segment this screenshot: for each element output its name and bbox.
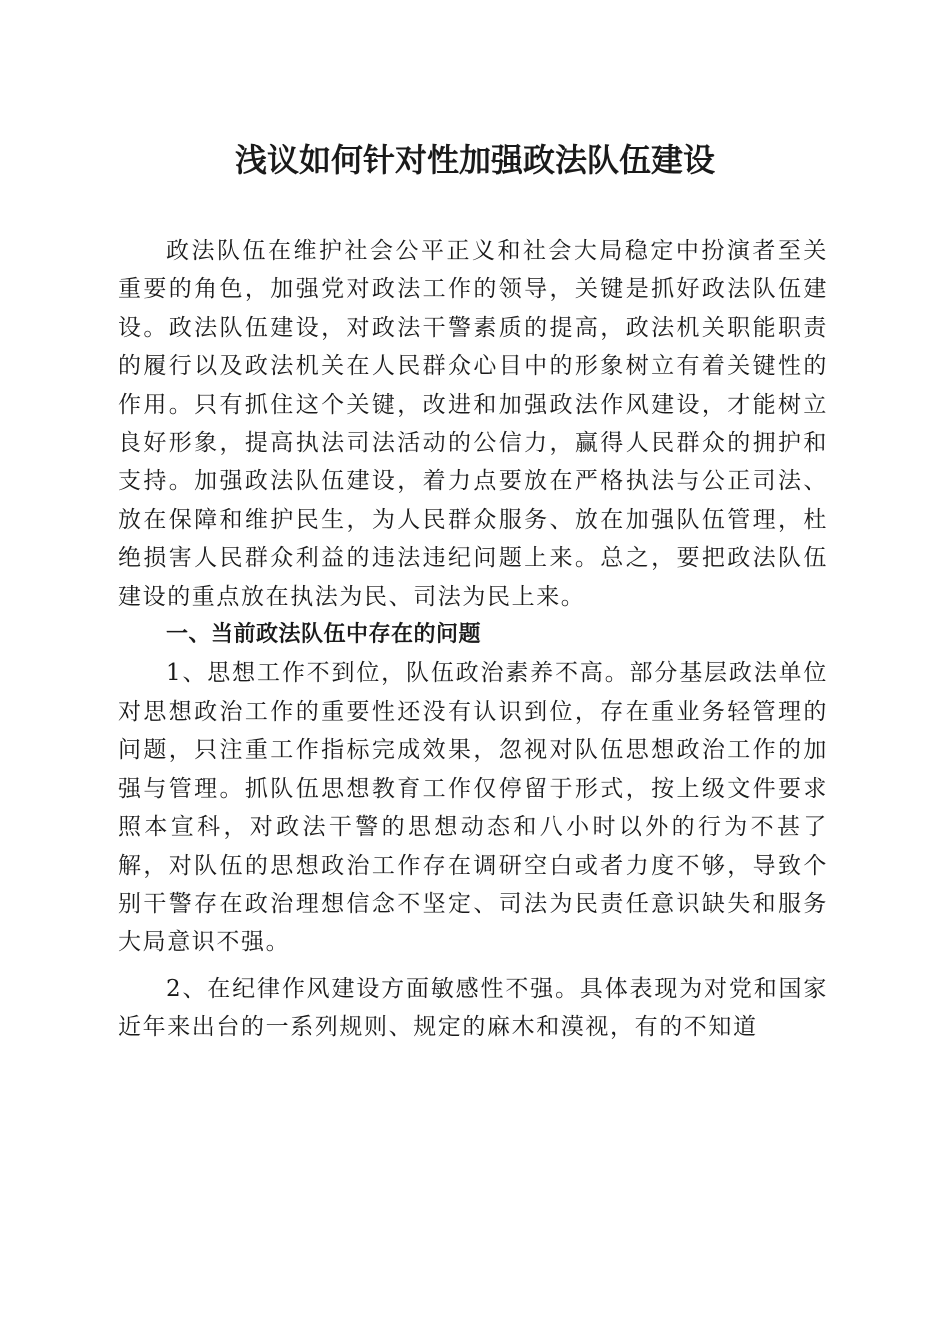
point-2-paragraph: 2、在纪律作风建设方面敏感性不强。具体表现为对党和国家近年来出台的一系列规则、规定的麻木和漠视，有的不知道 xyxy=(118,975,828,1041)
document-title: 浅议如何针对性加强政法队伍建设 xyxy=(234,141,715,179)
document-body xyxy=(118,232,828,1047)
paragraph-gap xyxy=(118,962,828,970)
section-heading-problems: 一、当前政法队伍中存在的问题 xyxy=(166,622,482,648)
point-1-paragraph: 1、思想工作不到位，队伍政治素养不高。部分基层政法单位对思想政治工作的重要性还没有认识到位，存在重业务轻管理的问题，只注重工作指标完成效果，忽视对队伍思想政治工作的加强与管理。抓队伍思想教育工作仅停留于形式，按上级文件要求照本宣科，对政法干警的思想动态和八小时以外的行为不甚了解，对队伍的思想政治工作存在调研空白或者力度不够，导致个别干警存在政治理想信念不坚定、司法为民责任意识缺失和服务大局意识不强。 xyxy=(118,660,828,956)
intro-paragraph: 政法队伍在维护社会公平正义和社会大局稳定中扮演者至关重要的角色，加强党对政法工作的领导，关键是抓好政法队伍建设。政法队伍建设，对政法干警素质的提高，政法机关职能职责的履行以及政法机关在人民群众心目中的形象树立有着关键性的作用。只有抓住这个关键，改进和加强政法作风建设，才能树立良好形象，提高执法司法活动的公信力，赢得人民群众的拥护和支持。加强政法队伍建设，着力点要放在严格执法与公正司法、放在保障和维护民生，为人民群众服务、放在加强队伍管理，杜绝损害人民群众利益的违法违纪问题上来。总之，要把政法队伍建设的重点放在执法为民、司法为民上来。 xyxy=(118,238,828,610)
